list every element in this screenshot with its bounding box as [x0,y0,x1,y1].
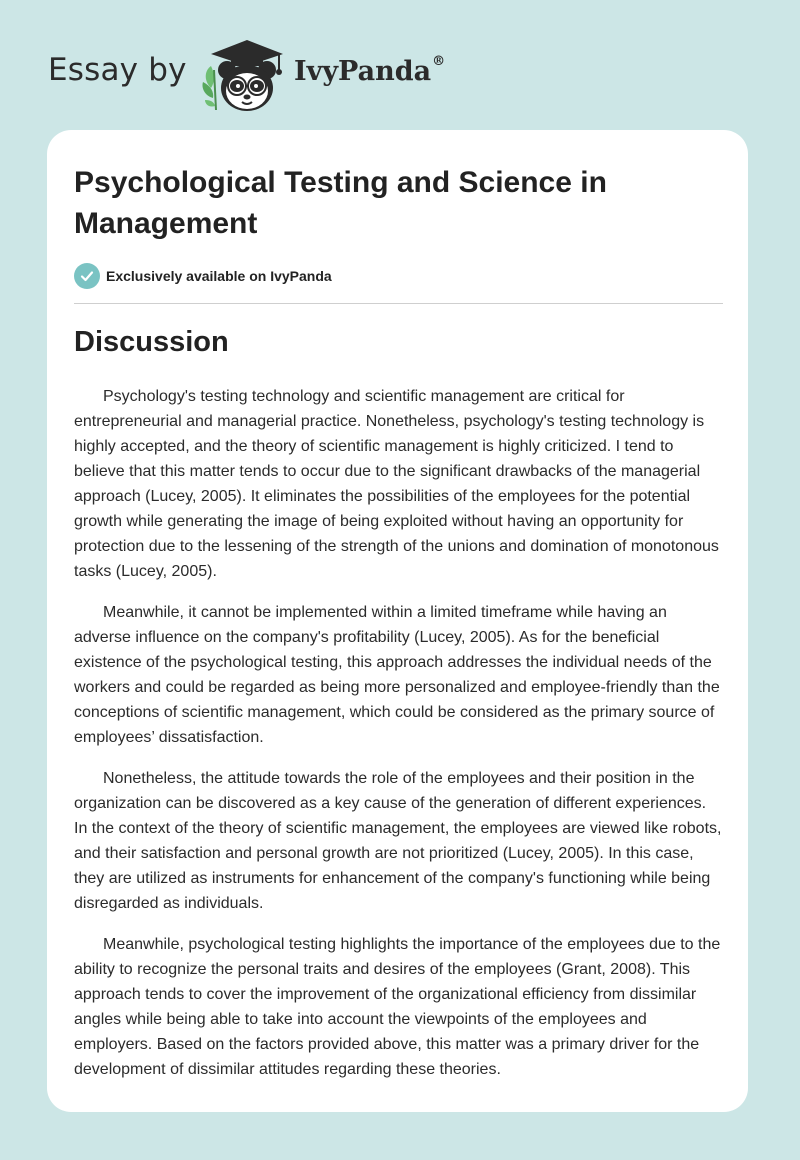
exclusive-text: Exclusively available on IvyPanda [106,268,332,284]
essay-card [47,130,748,1112]
check-circle-icon [74,263,100,289]
panda-logo-icon [201,36,291,114]
brand-name [294,56,445,87]
paragraph: Psychology's testing technology and scientific management are critical for entrepreneurial and managerial practice. Nonetheless, psychology's testing technology is highly accepted, and the theory of scientific management is highly criticized. I tend to believe that this matter tends to occur due to the significant drawbacks of the managerial approach (Lucey, 2005). It eliminates the possibilities of the employees for the potential growth while generating the image of being exploited without having an opportunity for protection due to the lessening of the strength of the unions and domination of monotonous tasks (Lucey, 2005). [74,388,719,580]
registered-mark: ® [432,54,446,69]
essay-title: Psychological Testing and Science in Management [74,166,607,240]
divider [74,303,723,304]
brand-prefix: Essay by [48,52,187,88]
paragraph: Meanwhile, it cannot be implemented within a limited timeframe while having an adverse influence on the company's profitability (Lucey, 2005). As for the beneficial existence of the psychological testing, this approach addresses the individual needs of the workers and could be regarded as being more personalized and employee-friendly than the conceptions of scientific management, which could be considered as the primary source of employees’ dissatisfaction. [74,604,720,746]
essay-body [74,384,722,1098]
brand-header[interactable] [48,28,488,118]
paragraph: Nonetheless, the attitude towards the role of the employees and their position in the organization can be discovered as a key cause of the generation of different experiences. In the context of the theory of scientific management, the employees are viewed like robots, and their satisfaction and personal growth are not prioritized (Lucey, 2005). In this case, they are utilized as instruments for enhancement of the company's functioning while being disregarded as individuals. [74,770,722,912]
section-heading: Discussion [74,326,229,358]
brand-name-text: IvyPanda [294,56,432,87]
paragraph: Meanwhile, psychological testing highlights the importance of the employees due to the ability to recognize the personal traits and desires of the employees (Grant, 2008). This approach tends to cover the improvement of the organizational efficiency from dissimilar angles while being able to take into account the viewpoints of the employees and employers. Based on the factors provided above, this matter was a primary driver for the development of dissimilar attitudes regarding these theories. [74,936,721,1078]
exclusive-badge [74,263,332,289]
